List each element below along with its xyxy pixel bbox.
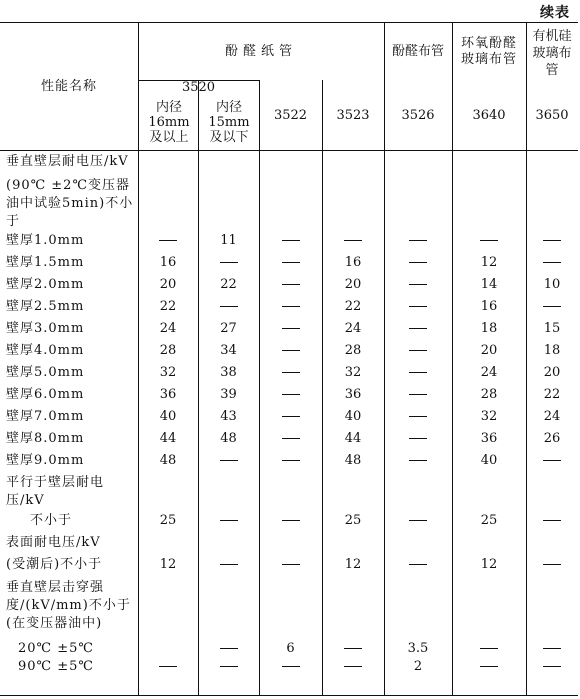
table-cell: 44 <box>159 431 177 446</box>
table-cell: 36 <box>159 387 177 402</box>
table-cell: 22 <box>543 387 561 402</box>
row-label: 壁厚2.0mm <box>6 277 85 292</box>
table-cell: 32 <box>344 365 362 380</box>
dash-mark <box>543 460 561 461</box>
table-cell <box>322 232 384 250</box>
row-label: 不小于 <box>30 513 73 528</box>
table-cell: 28 <box>480 387 498 402</box>
table-cell: 40 <box>159 409 177 424</box>
table-cell: 20 <box>480 343 498 358</box>
table-cell <box>259 342 322 360</box>
table-cell <box>259 658 322 676</box>
header-sub-3520-small: 内径15mm及以下 <box>208 99 250 145</box>
table-cell <box>259 452 322 470</box>
table-cell <box>198 254 259 272</box>
table-cell: 14 <box>480 277 498 292</box>
table-cell <box>259 556 322 574</box>
table-cell: 48 <box>159 453 177 468</box>
dash-mark <box>282 438 300 439</box>
header-code-3520: 3520 <box>181 79 216 95</box>
row-label: 20℃ ±5℃ <box>18 641 94 656</box>
table-cell: 18 <box>480 321 498 336</box>
table-cell <box>384 364 452 382</box>
table-cell <box>384 430 452 448</box>
table-cell: 20 <box>159 277 177 292</box>
continued-label: 续表 <box>540 5 570 21</box>
table-cell: 22 <box>220 277 237 292</box>
table-cell: 40 <box>480 453 498 468</box>
table-cell <box>259 430 322 448</box>
table-cell: 25 <box>480 513 498 528</box>
table-cell <box>526 452 578 470</box>
row-label: 壁厚8.0mm <box>6 431 85 446</box>
dash-mark <box>409 328 427 329</box>
row-label: 壁厚1.0mm <box>6 233 85 248</box>
dash-mark <box>282 262 300 263</box>
dash-mark <box>409 520 427 521</box>
table-cell <box>384 232 452 250</box>
table-cell <box>526 298 578 316</box>
table-cell: 16 <box>480 299 498 314</box>
table-cell <box>259 276 322 294</box>
table-cell: 18 <box>543 343 561 358</box>
table-bottom-rule <box>0 695 578 696</box>
dash-mark <box>282 394 300 395</box>
performance-table <box>0 22 578 696</box>
dash-mark <box>220 460 238 461</box>
table-cell <box>526 512 578 530</box>
table-cell: 43 <box>220 409 237 424</box>
table-cell: 48 <box>220 431 237 446</box>
dash-mark <box>282 460 300 461</box>
dash-mark <box>543 564 561 565</box>
dash-mark <box>220 262 238 263</box>
table-cell: 22 <box>159 299 177 314</box>
table-cell <box>384 320 452 338</box>
row-label: 垂直壁层耐电压/kV <box>6 154 129 169</box>
table-cell: 40 <box>344 409 362 424</box>
row-label: (受潮后)不小于 <box>6 557 103 572</box>
table-cell <box>138 658 198 676</box>
table-cell: 32 <box>159 365 177 380</box>
table-cell <box>259 408 322 426</box>
table-cell <box>452 640 526 658</box>
dash-mark <box>282 328 300 329</box>
table-cell: 24 <box>480 365 498 380</box>
dash-mark <box>344 240 362 241</box>
table-cell: 24 <box>543 409 561 424</box>
row-label: 垂直壁层击穿强度/(kV/mm)不小于(在变压器油中) <box>6 580 131 631</box>
table-cell: 48 <box>344 453 362 468</box>
table-cell: 25 <box>159 513 177 528</box>
dash-mark <box>480 240 498 241</box>
table-cell: 27 <box>220 321 237 336</box>
table-cell <box>526 556 578 574</box>
table-cell: 32 <box>480 409 498 424</box>
table-cell: 10 <box>543 277 561 292</box>
table-cell: 12 <box>480 557 498 572</box>
header-code-3522: 3522 <box>273 107 308 123</box>
table-cell: 38 <box>220 365 237 380</box>
dash-mark <box>409 350 427 351</box>
table-cell <box>452 232 526 250</box>
table-cell <box>526 232 578 250</box>
dash-mark <box>282 666 300 667</box>
dash-mark <box>220 648 238 649</box>
table-cell <box>452 658 526 676</box>
dash-mark <box>543 306 561 307</box>
table-cell <box>384 452 452 470</box>
dash-mark <box>282 350 300 351</box>
table-cell <box>526 254 578 272</box>
dash-mark <box>282 372 300 373</box>
dash-mark <box>220 564 238 565</box>
table-cell <box>384 342 452 360</box>
dash-mark <box>159 666 177 667</box>
dash-mark <box>282 416 300 417</box>
table-cell <box>198 658 259 676</box>
row-label: 壁厚3.0mm <box>6 321 85 336</box>
dash-mark <box>220 666 238 667</box>
table-cell <box>259 320 322 338</box>
table-cell <box>384 408 452 426</box>
dash-mark <box>543 520 561 521</box>
table-cell <box>526 640 578 658</box>
table-cell <box>384 556 452 574</box>
dash-mark <box>282 306 300 307</box>
table-cell <box>259 386 322 404</box>
table-cell: 44 <box>344 431 362 446</box>
dash-mark <box>543 262 561 263</box>
dash-mark <box>543 666 561 667</box>
dash-mark <box>409 460 427 461</box>
table-cell: 22 <box>344 299 362 314</box>
table-cell: 28 <box>344 343 362 358</box>
dash-mark <box>344 648 362 649</box>
row-label: 90℃ ±5℃ <box>18 659 94 674</box>
header-code-3640: 3640 <box>472 107 506 123</box>
table-cell: 26 <box>543 431 561 446</box>
dash-mark <box>409 284 427 285</box>
table-cell <box>259 512 322 530</box>
table-cell: 15 <box>543 321 561 336</box>
row-label: 壁厚9.0mm <box>6 453 85 468</box>
table-cell: 20 <box>543 365 561 380</box>
table-cell <box>384 276 452 294</box>
dash-mark <box>282 240 300 241</box>
table-cell: 36 <box>344 387 362 402</box>
header-code-3523: 3523 <box>336 107 370 123</box>
row-label: 壁厚7.0mm <box>6 409 85 424</box>
table-cell: 11 <box>220 233 237 248</box>
table-cell: 16 <box>344 255 362 270</box>
table-cell <box>259 298 322 316</box>
row-label: (90℃ ±2℃变压器油中试验5min)不小于 <box>6 178 134 229</box>
dash-mark <box>282 284 300 285</box>
table-cell <box>198 640 259 658</box>
dash-mark <box>409 394 427 395</box>
dash-mark <box>344 666 362 667</box>
header-property-name: 性能名称 <box>40 78 97 94</box>
table-cell: 24 <box>159 321 177 336</box>
row-label: 壁厚4.0mm <box>6 343 85 358</box>
table-cell: 28 <box>159 343 177 358</box>
table-cell: 12 <box>159 557 177 572</box>
dash-mark <box>480 666 498 667</box>
dash-mark <box>480 648 498 649</box>
table-cell <box>259 364 322 382</box>
table-cell: 16 <box>159 255 177 270</box>
dash-mark <box>159 240 177 241</box>
dash-mark <box>220 520 238 521</box>
dash-mark <box>543 240 561 241</box>
dash-mark <box>409 416 427 417</box>
table-cell <box>138 232 198 250</box>
header-group-silicone-glass: 有机硅玻璃布管 <box>532 28 572 78</box>
row-label: 表面耐电压/kV <box>6 535 101 550</box>
dash-mark <box>282 520 300 521</box>
row-label: 壁厚2.5mm <box>6 299 85 314</box>
table-cell <box>526 658 578 676</box>
header-code-3650: 3650 <box>535 107 569 123</box>
table-cell <box>198 512 259 530</box>
row-label: 壁厚1.5mm <box>6 255 85 270</box>
dash-mark <box>282 564 300 565</box>
table-cell: 34 <box>220 343 237 358</box>
table-cell <box>198 298 259 316</box>
table-cell: 24 <box>344 321 362 336</box>
table-cell: 20 <box>344 277 362 292</box>
table-cell <box>384 298 452 316</box>
table-cell <box>259 254 322 272</box>
row-label: 壁厚5.0mm <box>6 365 85 380</box>
dash-mark <box>409 306 427 307</box>
table-cell <box>384 512 452 530</box>
header-group-cloth-tube: 酚醛布管 <box>391 43 444 59</box>
dash-mark <box>409 438 427 439</box>
table-cell: 25 <box>344 513 362 528</box>
table-cell: 39 <box>220 387 237 402</box>
header-group-paper-tube: 酚醛纸管 <box>224 43 297 59</box>
table-cell <box>384 386 452 404</box>
header-code-3526: 3526 <box>401 107 435 123</box>
header-bottom-rule <box>0 150 578 151</box>
dash-mark <box>409 564 427 565</box>
dash-mark <box>543 648 561 649</box>
table-cell <box>259 232 322 250</box>
dash-mark <box>409 240 427 241</box>
table-cell: 12 <box>344 557 362 572</box>
table-cell: 2 <box>413 659 423 674</box>
table-cell: 12 <box>480 255 498 270</box>
dash-mark <box>409 262 427 263</box>
table-cell <box>198 452 259 470</box>
header-group-epoxy-glass: 环氧酚醛玻璃布管 <box>460 36 517 67</box>
row-label: 壁厚6.0mm <box>6 387 85 402</box>
dash-mark <box>409 372 427 373</box>
table-cell <box>198 556 259 574</box>
table-cell: 36 <box>480 431 498 446</box>
dash-mark <box>220 306 238 307</box>
header-sub-3520-large: 内径16mm及以上 <box>148 99 190 145</box>
table-cell <box>384 254 452 272</box>
row-label: 平行于壁层耐电压/kV <box>6 475 105 508</box>
table-cell <box>322 658 384 676</box>
table-cell: 6 <box>286 641 295 656</box>
table-cell <box>322 640 384 658</box>
table-cell: 3.5 <box>407 641 429 656</box>
